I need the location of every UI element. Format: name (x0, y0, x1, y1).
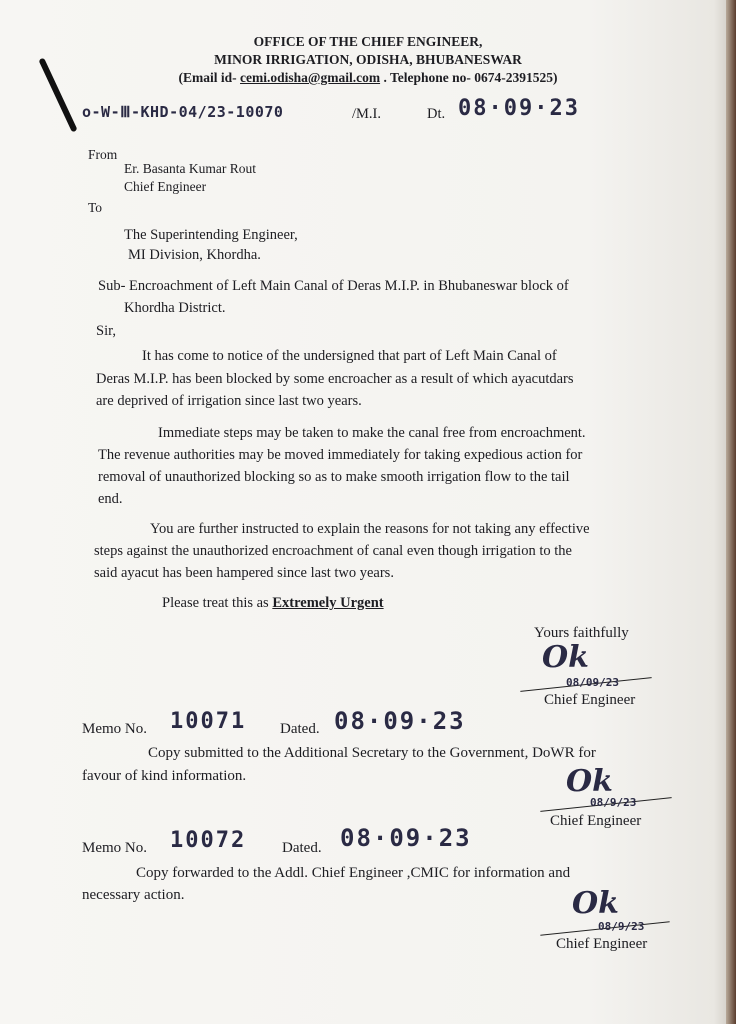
recipient-line1: The Superintending Engineer, (124, 227, 298, 243)
para1-line1: It has come to notice of the undersigned that part of Left Main Canal of (142, 348, 557, 364)
memo1-line2: favour of kind information. (82, 768, 247, 784)
para2-line1: Immediate steps may be taken to make the canal free from encroachment. (158, 425, 586, 441)
email-label: (Email id- (178, 70, 241, 85)
memo2-date: 08·09·23 (340, 824, 472, 852)
urgent-prefix: Please treat this as (162, 595, 273, 611)
signature-3-title: Chief Engineer (556, 936, 648, 952)
from-label: From (88, 147, 118, 162)
closing: Yours faithfully (534, 625, 629, 641)
telephone: . Telephone no- 0674-2391525) (380, 70, 558, 85)
memo2-line1: Copy forwarded to the Addl. Chief Engineer ,CMIC for information and (136, 865, 571, 881)
letter-number-suffix: /M.I. (352, 106, 381, 122)
para2-line3: removal of unauthorized blocking so as to make smooth irrigation flow to the tail (98, 469, 570, 485)
memo2-line2: necessary action. (82, 887, 185, 903)
to-label: To (88, 200, 103, 215)
sender-designation: Chief Engineer (124, 179, 207, 194)
sender-name: Er. Basanta Kumar Rout (124, 161, 256, 176)
email-address: cemi.odisha@gmail.com (240, 70, 381, 85)
letterhead-contact (0, 70, 736, 86)
memo2-number: 10072 (170, 828, 247, 853)
memo1-dated-label: Dated. (280, 721, 320, 737)
signature-2-initial: Ok (566, 764, 613, 799)
signature-2-title: Chief Engineer (550, 813, 642, 829)
memo1-date: 08·09·23 (334, 707, 466, 735)
para1-line3: are deprived of irrigation since last two years. (96, 393, 362, 409)
signature-1-date: 08/09/23 (566, 676, 619, 689)
signature-2-date: 08/9/23 (590, 796, 637, 809)
recipient-line2: MI Division, Khordha. (128, 247, 261, 263)
para2-line2: The revenue authorities may be moved immediately for taking expedious action for (98, 447, 583, 463)
para2-line4: end. (98, 491, 123, 507)
letter-dated-label: Dt. (427, 106, 446, 122)
pen-stroke-mark (38, 57, 77, 132)
signature-3-date: 08/9/23 (598, 920, 645, 933)
page-edge-shadow (726, 0, 736, 1024)
memo1-number: 10071 (170, 709, 247, 734)
urgent-note (162, 592, 384, 614)
subject-line1: Sub- Encroachment of Left Main Canal of Deras M.I.P. in Bhubaneswar block of (98, 278, 569, 294)
letter-number: o-W-Ⅲ-KHD-04/23-10070 (82, 103, 284, 121)
salutation: Sir, (96, 323, 116, 339)
para1-line2: Deras M.I.P. has been blocked by some encroacher as a result of which ayacutdars (96, 371, 574, 387)
memo1-label: Memo No. (82, 721, 147, 737)
letterhead-office: OFFICE OF THE CHIEF ENGINEER, (253, 34, 483, 49)
memo2-label: Memo No. (82, 840, 147, 856)
memo2-dated-label: Dated. (282, 840, 322, 856)
para3-line3: said ayacut has been hampered since last two years. (94, 565, 394, 581)
para3-line1: You are further instructed to explain the reasons for not taking any effective (150, 521, 590, 537)
para3-line2: steps against the unauthorized encroachment of canal even though irrigation to the (94, 543, 572, 559)
signature-1-initial: Ok (542, 640, 589, 675)
memo1-line1: Copy submitted to the Additional Secretary to the Government, DoWR for (148, 745, 596, 761)
letter-date: 08·09·23 (458, 96, 580, 121)
subject-line2: Khordha District. (124, 300, 226, 316)
signature-3-initial: Ok (572, 886, 619, 921)
signature-1-title: Chief Engineer (544, 692, 636, 708)
letterhead-department: MINOR IRRIGATION, ODISHA, BHUBANESWAR (214, 52, 522, 67)
urgent-emphasis: Extremely Urgent (272, 595, 384, 611)
